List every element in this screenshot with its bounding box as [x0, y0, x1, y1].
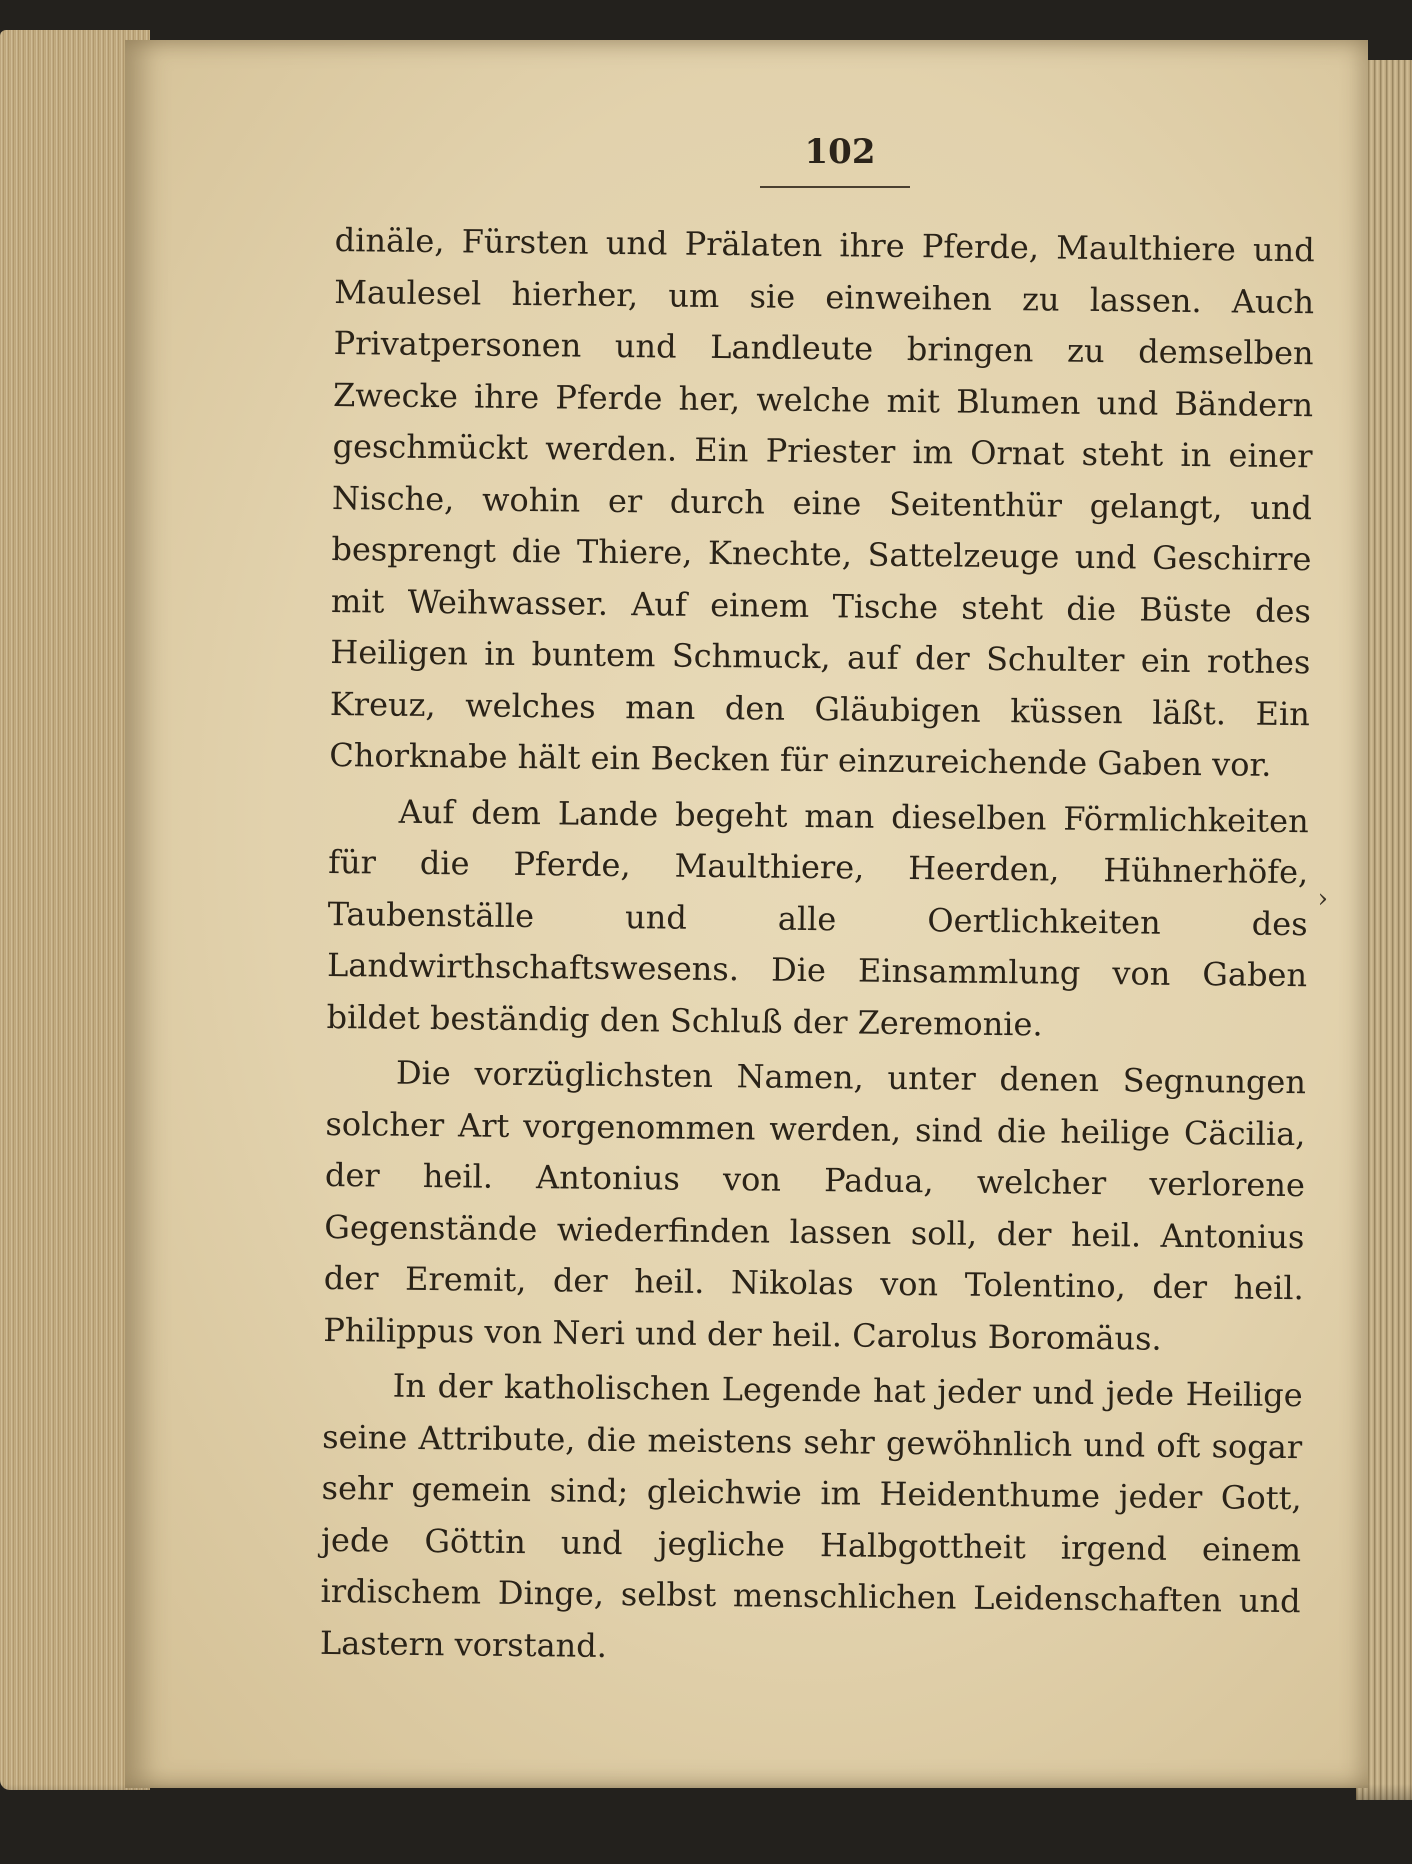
page-number: 102 [804, 132, 876, 172]
paragraph-2: Auf dem Lande begeht man dieselben Förmlichkeiten für die Pferde, Maulthiere, Heerden, Hühnerhöfe, Taubenställe und alle Oertlichkeiten des Landwirthschaftswesens. Die Einsammlung von Gaben bildet beständig den Schluß der Zeremonie. [326, 792, 1309, 1043]
paragraph-1: dinäle, Fürsten und Prälaten ihre Pferde, Maulthiere und Maulesel hierher, um sie einweihen zu lassen. Auch Privatpersonen und Landleute bringen zu demselben Zwecke ihre Pferde her, welche mit Blumen und Bändern geschmückt werden. Ein Priester im Ornat steht in einer Nische, wohin er durch eine Seitenthür gelangt, und besprengt die Thiere, Knechte, Sattelzeuge und Geschirre mit Weihwasser. Auf einem Tische steht die Büste des Heiligen in buntem Schmuck, auf der Schulter ein rothes Kreuz, welches man den Gläubigen küssen läßt. Ein Chorknabe hält ein Becken für einzureichende Gaben vor. [329, 220, 1315, 784]
paragraph-3: Die vorzüglichsten Namen, unter denen Segnungen solcher Art vorgenommen werden, sind die heilige Cäcilia, der heil. Antonius von Padua, welcher verlorene Gegenstände wiederfinden lassen soll, der heil. Antonius der Eremit, der heil. Nikolas von Tolentino, der heil. Philippus von Neri und der heil. Carolus Boromäus. [323, 1053, 1307, 1358]
paragraph-4: In der katholischen Legende hat jeder und jede Heilige seine Attribute, die meistens sehr gewöhnlich und oft sogar sehr gemein sind; gleichwie im Heidenthume jeder Gott, jede Göttin und jegliche Halbgottheit irgend einem irdischem Dinge, selbst menschlichen Leidenschaften und Lastern vorstand. [319, 1366, 1303, 1665]
body-text [320, 215, 1315, 1679]
margin-mark: › [1317, 884, 1328, 914]
scan-bottom-shadow [0, 1784, 1412, 1864]
header-rule [760, 186, 910, 188]
